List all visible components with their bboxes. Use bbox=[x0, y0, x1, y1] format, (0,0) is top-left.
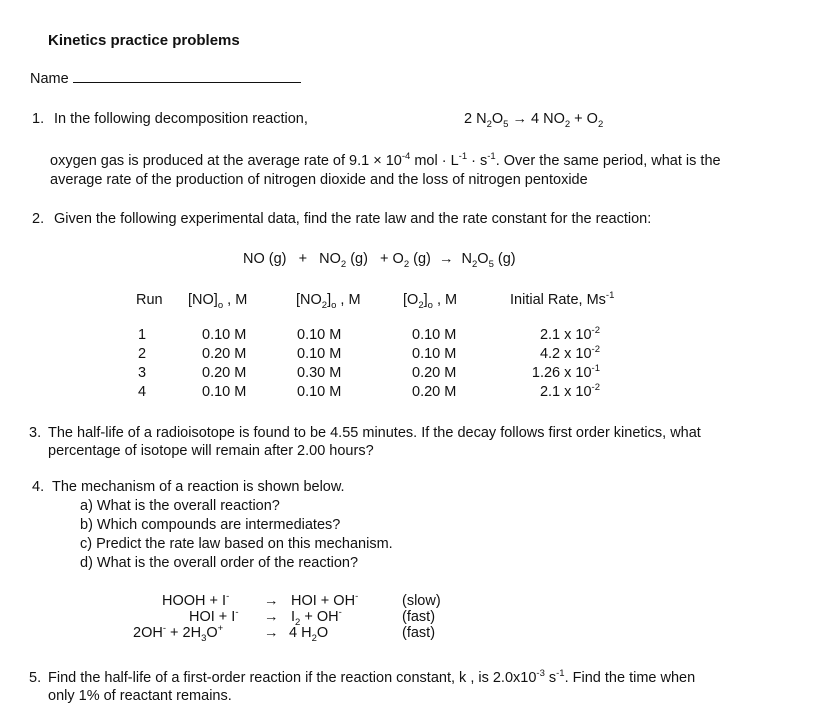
mech-step-1-label: (slow) bbox=[402, 593, 441, 609]
table-cell-o2: 0.10 M bbox=[412, 346, 457, 362]
col-rate bbox=[520, 326, 600, 402]
mech-step-3-label: (fast) bbox=[402, 625, 436, 641]
table-cell-no2: 0.10 M bbox=[297, 346, 342, 362]
q5-number: 5. bbox=[29, 670, 42, 686]
q4-text: The mechanism of a reaction is shown below. bbox=[52, 479, 345, 495]
mech-step-3-left: $2OH^- + 2H_3O^+$ bbox=[133, 623, 224, 644]
q1-intro: In the following decomposition reaction, bbox=[54, 111, 308, 127]
table-cell-no2: 0.30 M bbox=[297, 365, 342, 381]
mech-step-1-left: HOOH + I- bbox=[162, 591, 230, 609]
q5-line-2: only 1% of reactant remains. bbox=[48, 688, 232, 704]
q4-number: 4. bbox=[32, 479, 45, 495]
table-cell-run: 1 bbox=[138, 327, 147, 343]
table-cell-rate: 4.2 x $10^{-2}$ bbox=[539, 344, 600, 362]
table-cell-run: 2 bbox=[138, 346, 147, 362]
table-cell-o2: 0.20 M bbox=[412, 384, 457, 400]
table-cell-no: 0.10 M bbox=[202, 327, 247, 343]
header-rate: Initial Rate, $Ms^{-1}$ bbox=[510, 290, 615, 308]
name-row bbox=[30, 70, 301, 87]
mech-step-2-right: $I_2 + OH^-$ bbox=[291, 607, 342, 628]
q1-equation: 2 $N_2O_5 \to 4$ $NO_2 + O_2$ bbox=[464, 111, 604, 130]
col-no2 bbox=[297, 326, 341, 402]
page-title: Kinetics practice problems bbox=[48, 32, 240, 49]
q2-text: Given the following experimental data, find the rate law and the rate constant for the reaction: bbox=[54, 211, 652, 227]
q4-item-b: b) Which compounds are intermediates? bbox=[80, 517, 341, 533]
q4-item-a: a) What is the overall reaction? bbox=[80, 498, 280, 514]
table-cell-run: 3 bbox=[138, 365, 147, 381]
mech-step-3-right: 4 $H_2O$ bbox=[289, 625, 329, 644]
arrow-icon: → bbox=[264, 625, 279, 641]
table-cell-o2: 0.20 M bbox=[412, 365, 457, 381]
q2-number: 2. bbox=[32, 211, 45, 227]
header-no: $[NO]_o$ , M bbox=[188, 292, 248, 311]
header-run: Run bbox=[136, 292, 163, 308]
q1-body-line-1: oxygen gas is produced at the average rate of $9.1 \times 10^{-4}$ mol · $L^{-1} \cdot s^{-1}$. Over the same period, what is the bbox=[50, 151, 721, 169]
q4-item-c: c) Predict the rate law based on this mechanism. bbox=[80, 536, 393, 552]
mech-step-1-right: HOI + OH- bbox=[291, 591, 359, 609]
mech-step-2-left: HOI + I- bbox=[189, 607, 239, 625]
q3-number: 3. bbox=[29, 425, 42, 441]
table-cell-rate: 1.26 x $10^{-1}$ bbox=[531, 363, 600, 381]
table-cell-no2: 0.10 M bbox=[297, 384, 342, 400]
col-run bbox=[138, 326, 146, 402]
table-cell-no: 0.20 M bbox=[202, 346, 247, 362]
mech-step-2-label: (fast) bbox=[402, 609, 436, 625]
name-label: Name bbox=[30, 71, 69, 87]
q5-line-1: Find the half-life of a first-order reaction if the reaction constant, k , is $2.0x10^{-3}$ $s^{-1}$. Find the time when bbox=[48, 668, 696, 686]
col-no bbox=[202, 326, 246, 402]
header-o2: $[O_2]_o$ , M bbox=[403, 292, 458, 311]
q1-body-line-2: average rate of the production of nitrogen dioxide and the loss of nitrogen pentoxide bbox=[50, 172, 588, 188]
q3-line-1: The half-life of a radioisotope is found to be 4.55 minutes. If the decay follows first order kinetics, what bbox=[48, 425, 701, 441]
q2-reaction: NO (g) + $NO_2$ (g) + $O_2$ $(g) \to N_2O_5$ (g) bbox=[243, 251, 516, 270]
table-cell-no: 0.10 M bbox=[202, 384, 247, 400]
table-cell-no2: 0.10 M bbox=[297, 327, 342, 343]
col-o2 bbox=[412, 326, 456, 402]
q4-item-d: d) What is the overall order of the reaction? bbox=[80, 555, 359, 571]
q4-sub-questions bbox=[80, 497, 393, 573]
table-cell-run: 4 bbox=[138, 384, 147, 400]
header-no2: $[NO_2]_o$ , M bbox=[296, 292, 361, 311]
name-blank-line bbox=[73, 70, 301, 83]
table-cell-no: 0.20 M bbox=[202, 365, 247, 381]
q1-number: 1. bbox=[32, 111, 45, 127]
arrow-icon: → bbox=[264, 593, 279, 609]
table-cell-rate: 2.1 x $10^{-2}$ bbox=[539, 382, 600, 400]
table-cell-o2: 0.10 M bbox=[412, 327, 457, 343]
table-cell-rate: 2.1 x $10^{-2}$ bbox=[539, 325, 600, 343]
q3-line-2: percentage of isotope will remain after 2.00 hours? bbox=[48, 443, 374, 459]
arrow-icon: → bbox=[264, 609, 279, 625]
